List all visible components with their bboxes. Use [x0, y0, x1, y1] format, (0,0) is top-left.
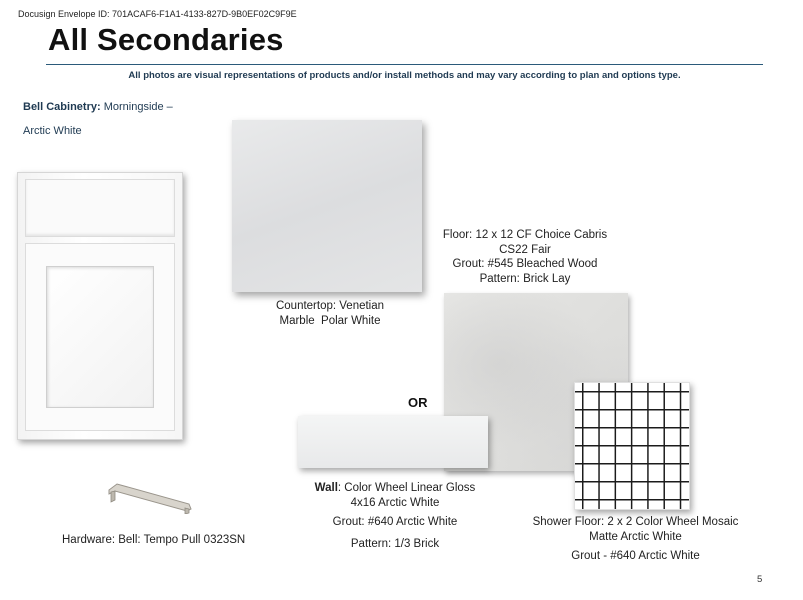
wall-tile-swatch: [298, 416, 488, 468]
floor-caption: [425, 228, 625, 286]
wall-grout: Grout: #640 Arctic White: [332, 516, 458, 528]
countertop-swatch: [232, 120, 422, 292]
wall-pattern: Pattern: 1/3 Brick: [350, 538, 440, 550]
shower-mosaic-swatch: [574, 382, 690, 510]
hardware-caption: Hardware: Bell: Tempo Pull 0323SN: [62, 534, 246, 546]
cabinetry-label-bold: Bell Cabinetry:: [23, 101, 101, 113]
title-divider: [46, 64, 763, 65]
shower-line2: Matte Arctic White: [589, 530, 682, 543]
door-drawer-front: [25, 179, 175, 237]
countertop-line2: Marble Polar White: [279, 315, 381, 327]
floor-line2: CS22 Fair: [499, 243, 551, 256]
wall-caption: [300, 481, 490, 510]
or-label: OR: [408, 395, 428, 410]
door-recessed-panel: [46, 266, 154, 408]
floor-line3: Grout: #545 Bleached Wood: [452, 258, 598, 270]
floor-line4: Pattern: Brick Lay: [479, 272, 571, 285]
wall-label-bold: Wall: [314, 482, 338, 494]
cabinetry-color: Arctic White: [23, 125, 82, 137]
hardware-pull-image: [103, 478, 199, 519]
countertop-caption: [262, 299, 398, 329]
wall-line2: 4x16 Arctic White: [350, 496, 440, 509]
floor-line1: Floor: 12 x 12 CF Choice Cabris: [442, 229, 608, 241]
page-title: All Secondaries: [48, 22, 284, 57]
shower-grout: Grout - #640 Arctic White: [571, 550, 700, 562]
shower-floor-caption: [523, 515, 748, 544]
wall-label-rest: : Color Wheel Linear Gloss: [337, 482, 476, 494]
page-number: 5: [757, 574, 763, 585]
door-frame: [25, 243, 175, 431]
cabinetry-label: [23, 101, 173, 113]
envelope-id: Docusign Envelope ID: 701ACAF6-F1A1-4133-827D-9B0EF02C9F9E: [18, 9, 297, 19]
cabinet-door-image: [17, 172, 183, 440]
shower-line1: Shower Floor: 2 x 2 Color Wheel Mosaic: [532, 516, 739, 528]
countertop-line1: Countertop: Venetian: [275, 300, 385, 312]
disclaimer-text: All photos are visual representations of products and/or install methods and may vary according to plan and options type.: [128, 70, 681, 81]
cabinetry-label-value: Morningside –: [100, 101, 173, 113]
